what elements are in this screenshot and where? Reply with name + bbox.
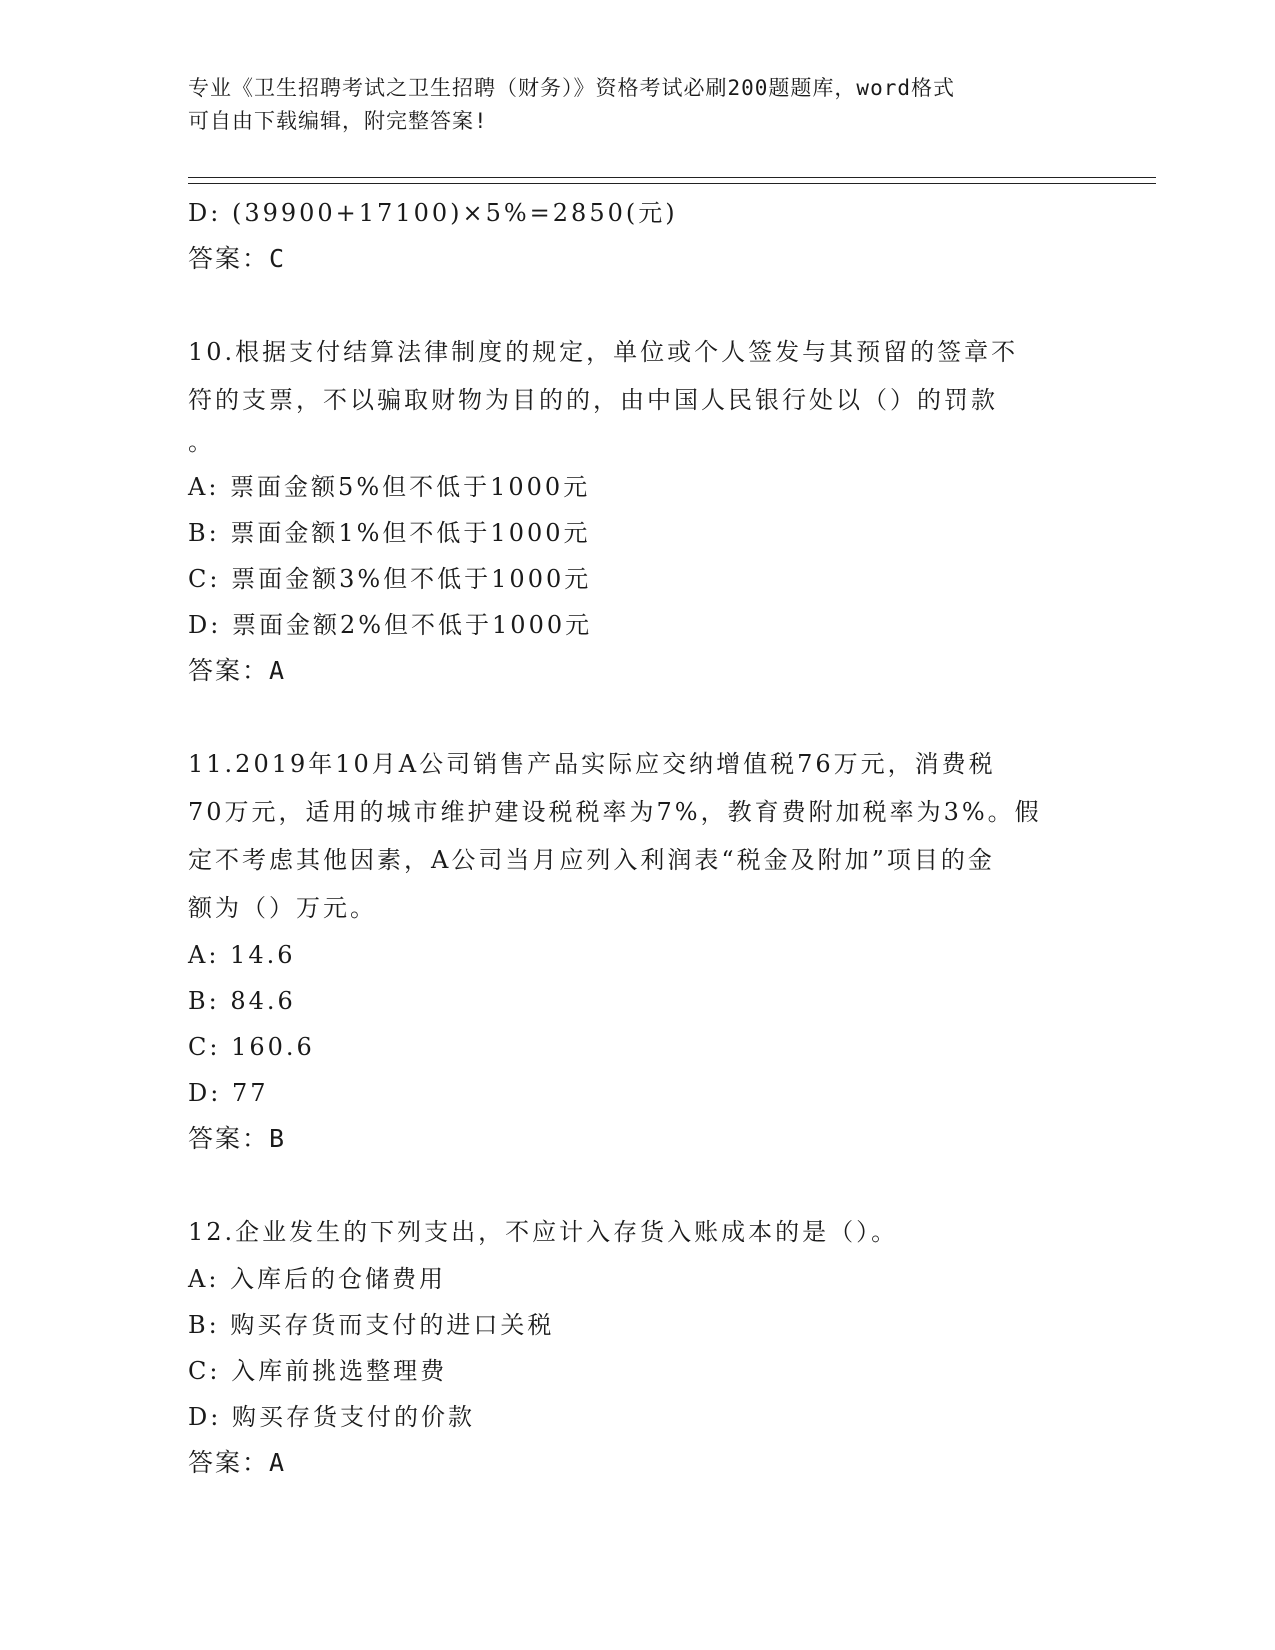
- option-c: C: 入库前挑选整理费: [188, 1357, 448, 1385]
- question-block-9: [188, 190, 1088, 282]
- question-stem-line: 。: [188, 428, 215, 456]
- page-header: [188, 72, 1088, 138]
- option-a: A: 入库后的仓储费用: [188, 1265, 447, 1293]
- question-stem-line: 11.2019年10月A公司销售产品实际应交纳增值税76万元，消费税: [188, 750, 996, 778]
- option-d: D: 购买存货支付的价款: [188, 1403, 475, 1431]
- question-stem-line: 定不考虑其他因素，A公司当月应列入利润表“税金及附加”项目的金: [188, 846, 995, 874]
- answer-line: 答案：B: [188, 1124, 287, 1153]
- document-body: [188, 190, 1088, 1486]
- question-stem-line: 10.根据支付结算法律制度的规定，单位或个人签发与其预留的签章不: [188, 338, 1019, 366]
- question-stem-line: 12.企业发生的下列支出，不应计入存货入账成本的是（）。: [188, 1218, 899, 1246]
- answer-line: 答案：A: [188, 656, 287, 685]
- option-b: B: 84.6: [188, 987, 296, 1015]
- option-d: D: 77: [188, 1079, 269, 1107]
- question-block-10: [188, 328, 1088, 694]
- option-c: C: 票面金额3%但不低于1000元: [188, 565, 592, 593]
- header-title-line-1: 专业《卫生招聘考试之卫生招聘（财务）》资格考试必刷200题题库，word格式: [188, 76, 955, 100]
- option-c: C: 160.6: [188, 1033, 315, 1061]
- question-stem-line: 符的支票，不以骗取财物为目的的，由中国人民银行处以（）的罚款: [188, 386, 998, 414]
- answer-line: 答案：A: [188, 1448, 287, 1477]
- question-stem-line: 70万元，适用的城市维护建设税税率为7%，教育费附加税率为3%。假: [188, 798, 1042, 826]
- question-stem-line: 额为（）万元。: [188, 894, 377, 922]
- option-a: A: 票面金额5%但不低于1000元: [188, 473, 591, 501]
- option-d: D: (39900+17100)×5%=2850(元): [188, 199, 678, 227]
- option-d: D: 票面金额2%但不低于1000元: [188, 611, 593, 639]
- header-divider: [188, 177, 1156, 184]
- answer-line: 答案：C: [188, 244, 287, 273]
- option-a: A: 14.6: [188, 941, 296, 969]
- header-title-line-2: 可自由下载编辑，附完整答案!: [188, 109, 488, 133]
- option-b: B: 购买存货而支付的进口关税: [188, 1311, 555, 1339]
- question-block-11: [188, 740, 1088, 1162]
- option-b: B: 票面金额1%但不低于1000元: [188, 519, 591, 547]
- question-block-12: [188, 1208, 1088, 1486]
